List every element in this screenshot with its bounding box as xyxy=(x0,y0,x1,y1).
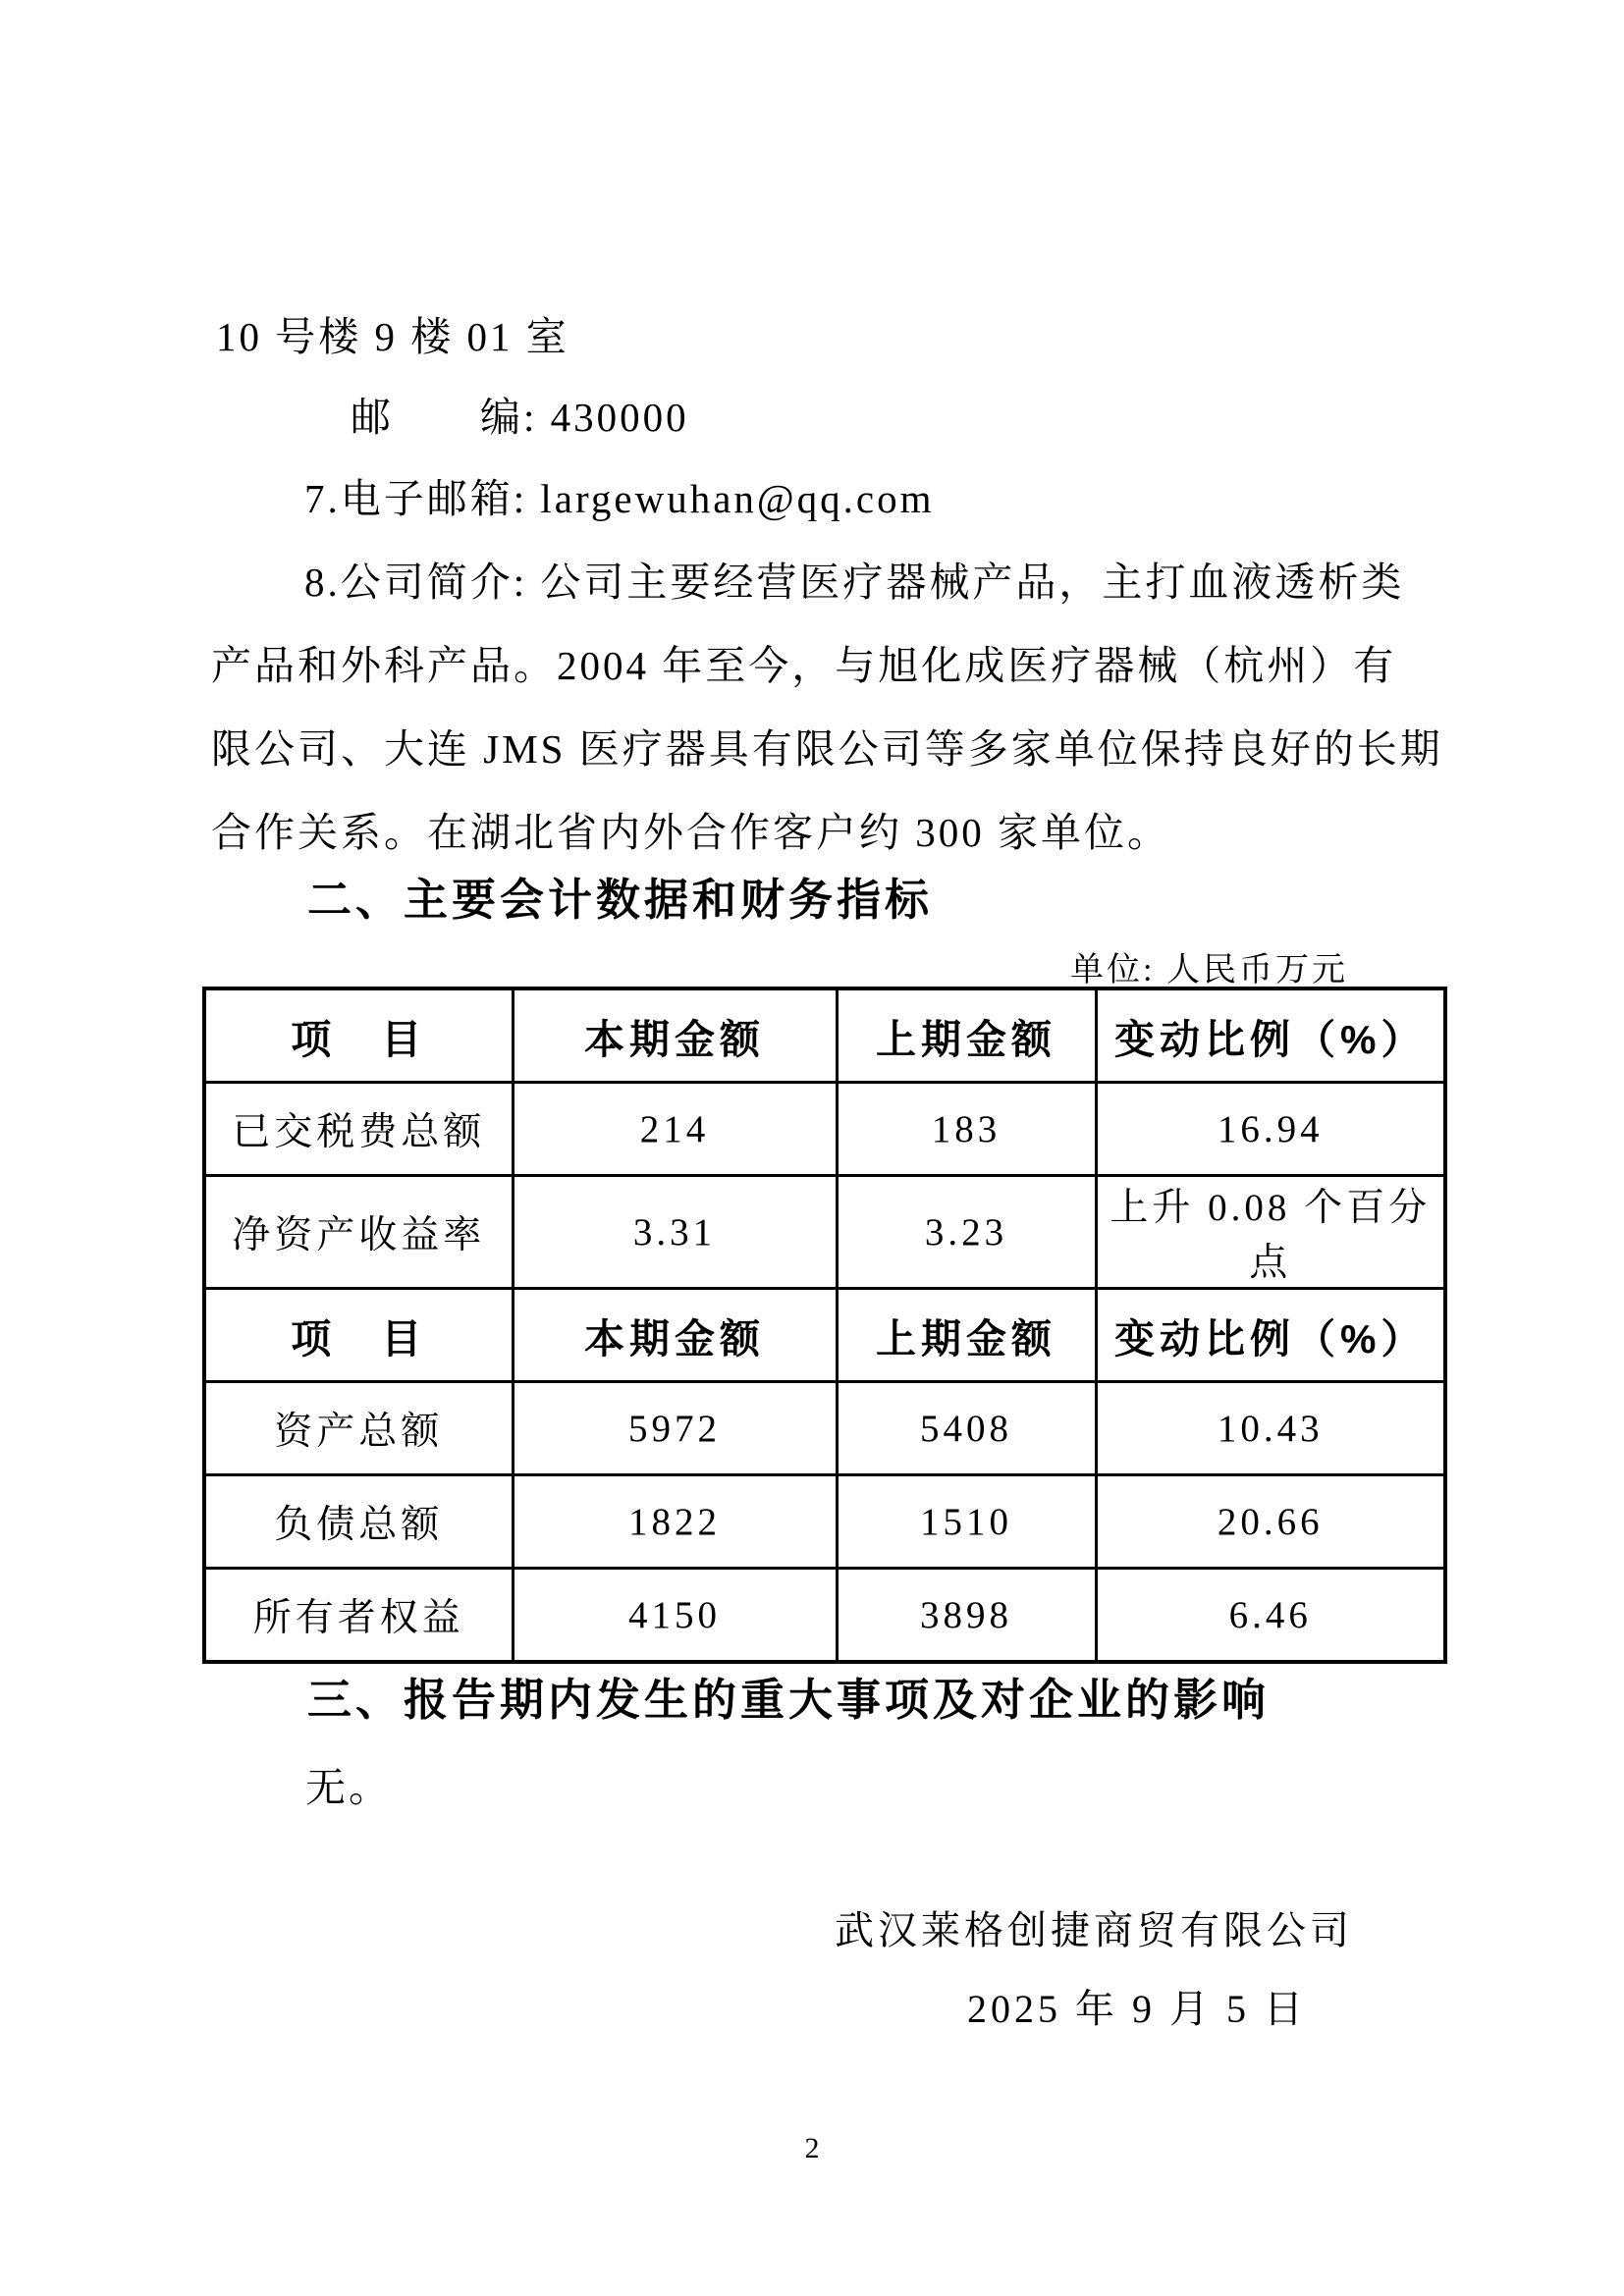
table-unit-note: 单位: 人民币万元 xyxy=(1070,952,1348,988)
table-cell: 10.43 xyxy=(1096,1382,1445,1475)
table-cell: 已交税费总额 xyxy=(204,1083,513,1176)
table-header-row xyxy=(204,1289,1445,1382)
page-number: 2 xyxy=(804,2132,820,2164)
table-header-cell: 项 目 xyxy=(204,1289,513,1382)
table-cell: 上升 0.08 个百分点 xyxy=(1096,1176,1445,1289)
table-cell: 3898 xyxy=(837,1569,1096,1663)
table-cell: 3.23 xyxy=(837,1176,1096,1289)
postal-code-line: 邮 编: 430000 xyxy=(351,395,689,440)
table-row xyxy=(204,1176,1445,1289)
table-cell: 214 xyxy=(513,1083,837,1176)
table-header-cell: 上期金额 xyxy=(837,1289,1096,1382)
table-cell: 183 xyxy=(837,1083,1096,1176)
table-cell: 20.66 xyxy=(1096,1475,1445,1569)
intro-line: 产品和外科产品。2004 年至今，与旭化成医疗器械（杭州）有 xyxy=(211,643,1397,688)
signature-company-name: 武汉莱格创捷商贸有限公司 xyxy=(835,1908,1353,1952)
intro-line: 限公司、大连 JMS 医疗器具有限公司等多家单位保持良好的长期 xyxy=(211,726,1443,772)
table-header-cell: 上期金额 xyxy=(837,988,1096,1083)
address-continuation-line: 10 号楼 9 楼 01 室 xyxy=(216,314,569,359)
table-cell: 5408 xyxy=(837,1382,1096,1475)
table-cell: 5972 xyxy=(513,1382,837,1475)
email-line: 7.电子邮箱: largewuhan@qq.com xyxy=(304,476,935,521)
table-cell: 所有者权益 xyxy=(204,1569,513,1663)
table-cell: 1822 xyxy=(513,1475,837,1569)
table-row xyxy=(204,1475,1445,1569)
table-cell: 6.46 xyxy=(1096,1569,1445,1663)
table-header-cell: 变动比例（%） xyxy=(1096,988,1445,1083)
table-header-cell: 变动比例（%） xyxy=(1096,1289,1445,1382)
table-row xyxy=(204,1569,1445,1663)
table-cell: 16.94 xyxy=(1096,1083,1445,1176)
table-header-cell: 本期金额 xyxy=(513,1289,837,1382)
table-cell: 负债总额 xyxy=(204,1475,513,1569)
section-2-heading: 二、主要会计数据和财务指标 xyxy=(307,875,934,925)
table-header-row xyxy=(204,988,1445,1083)
table-cell: 资产总额 xyxy=(204,1382,513,1475)
table-header-cell: 本期金额 xyxy=(513,988,837,1083)
section-3-content: 无。 xyxy=(305,1765,392,1810)
table-cell: 3.31 xyxy=(513,1176,837,1289)
table-row xyxy=(204,1382,1445,1475)
table-row xyxy=(204,1083,1445,1176)
table-header-cell: 项 目 xyxy=(204,988,513,1083)
section-3-heading: 三、报告期内发生的重大事项及对企业的影响 xyxy=(307,1675,1271,1725)
signature-date: 2025 年 9 月 5 日 xyxy=(967,1987,1307,2031)
financial-data-table xyxy=(202,987,1447,1664)
intro-line: 8.公司简介: 公司主要经营医疗器械产品，主打血液透析类 xyxy=(304,560,1405,605)
table-cell: 1510 xyxy=(837,1475,1096,1569)
table-cell: 4150 xyxy=(513,1569,837,1663)
table-cell: 净资产收益率 xyxy=(204,1176,513,1289)
intro-line: 合作关系。在湖北省内外合作客户约 300 家单位。 xyxy=(211,810,1170,855)
